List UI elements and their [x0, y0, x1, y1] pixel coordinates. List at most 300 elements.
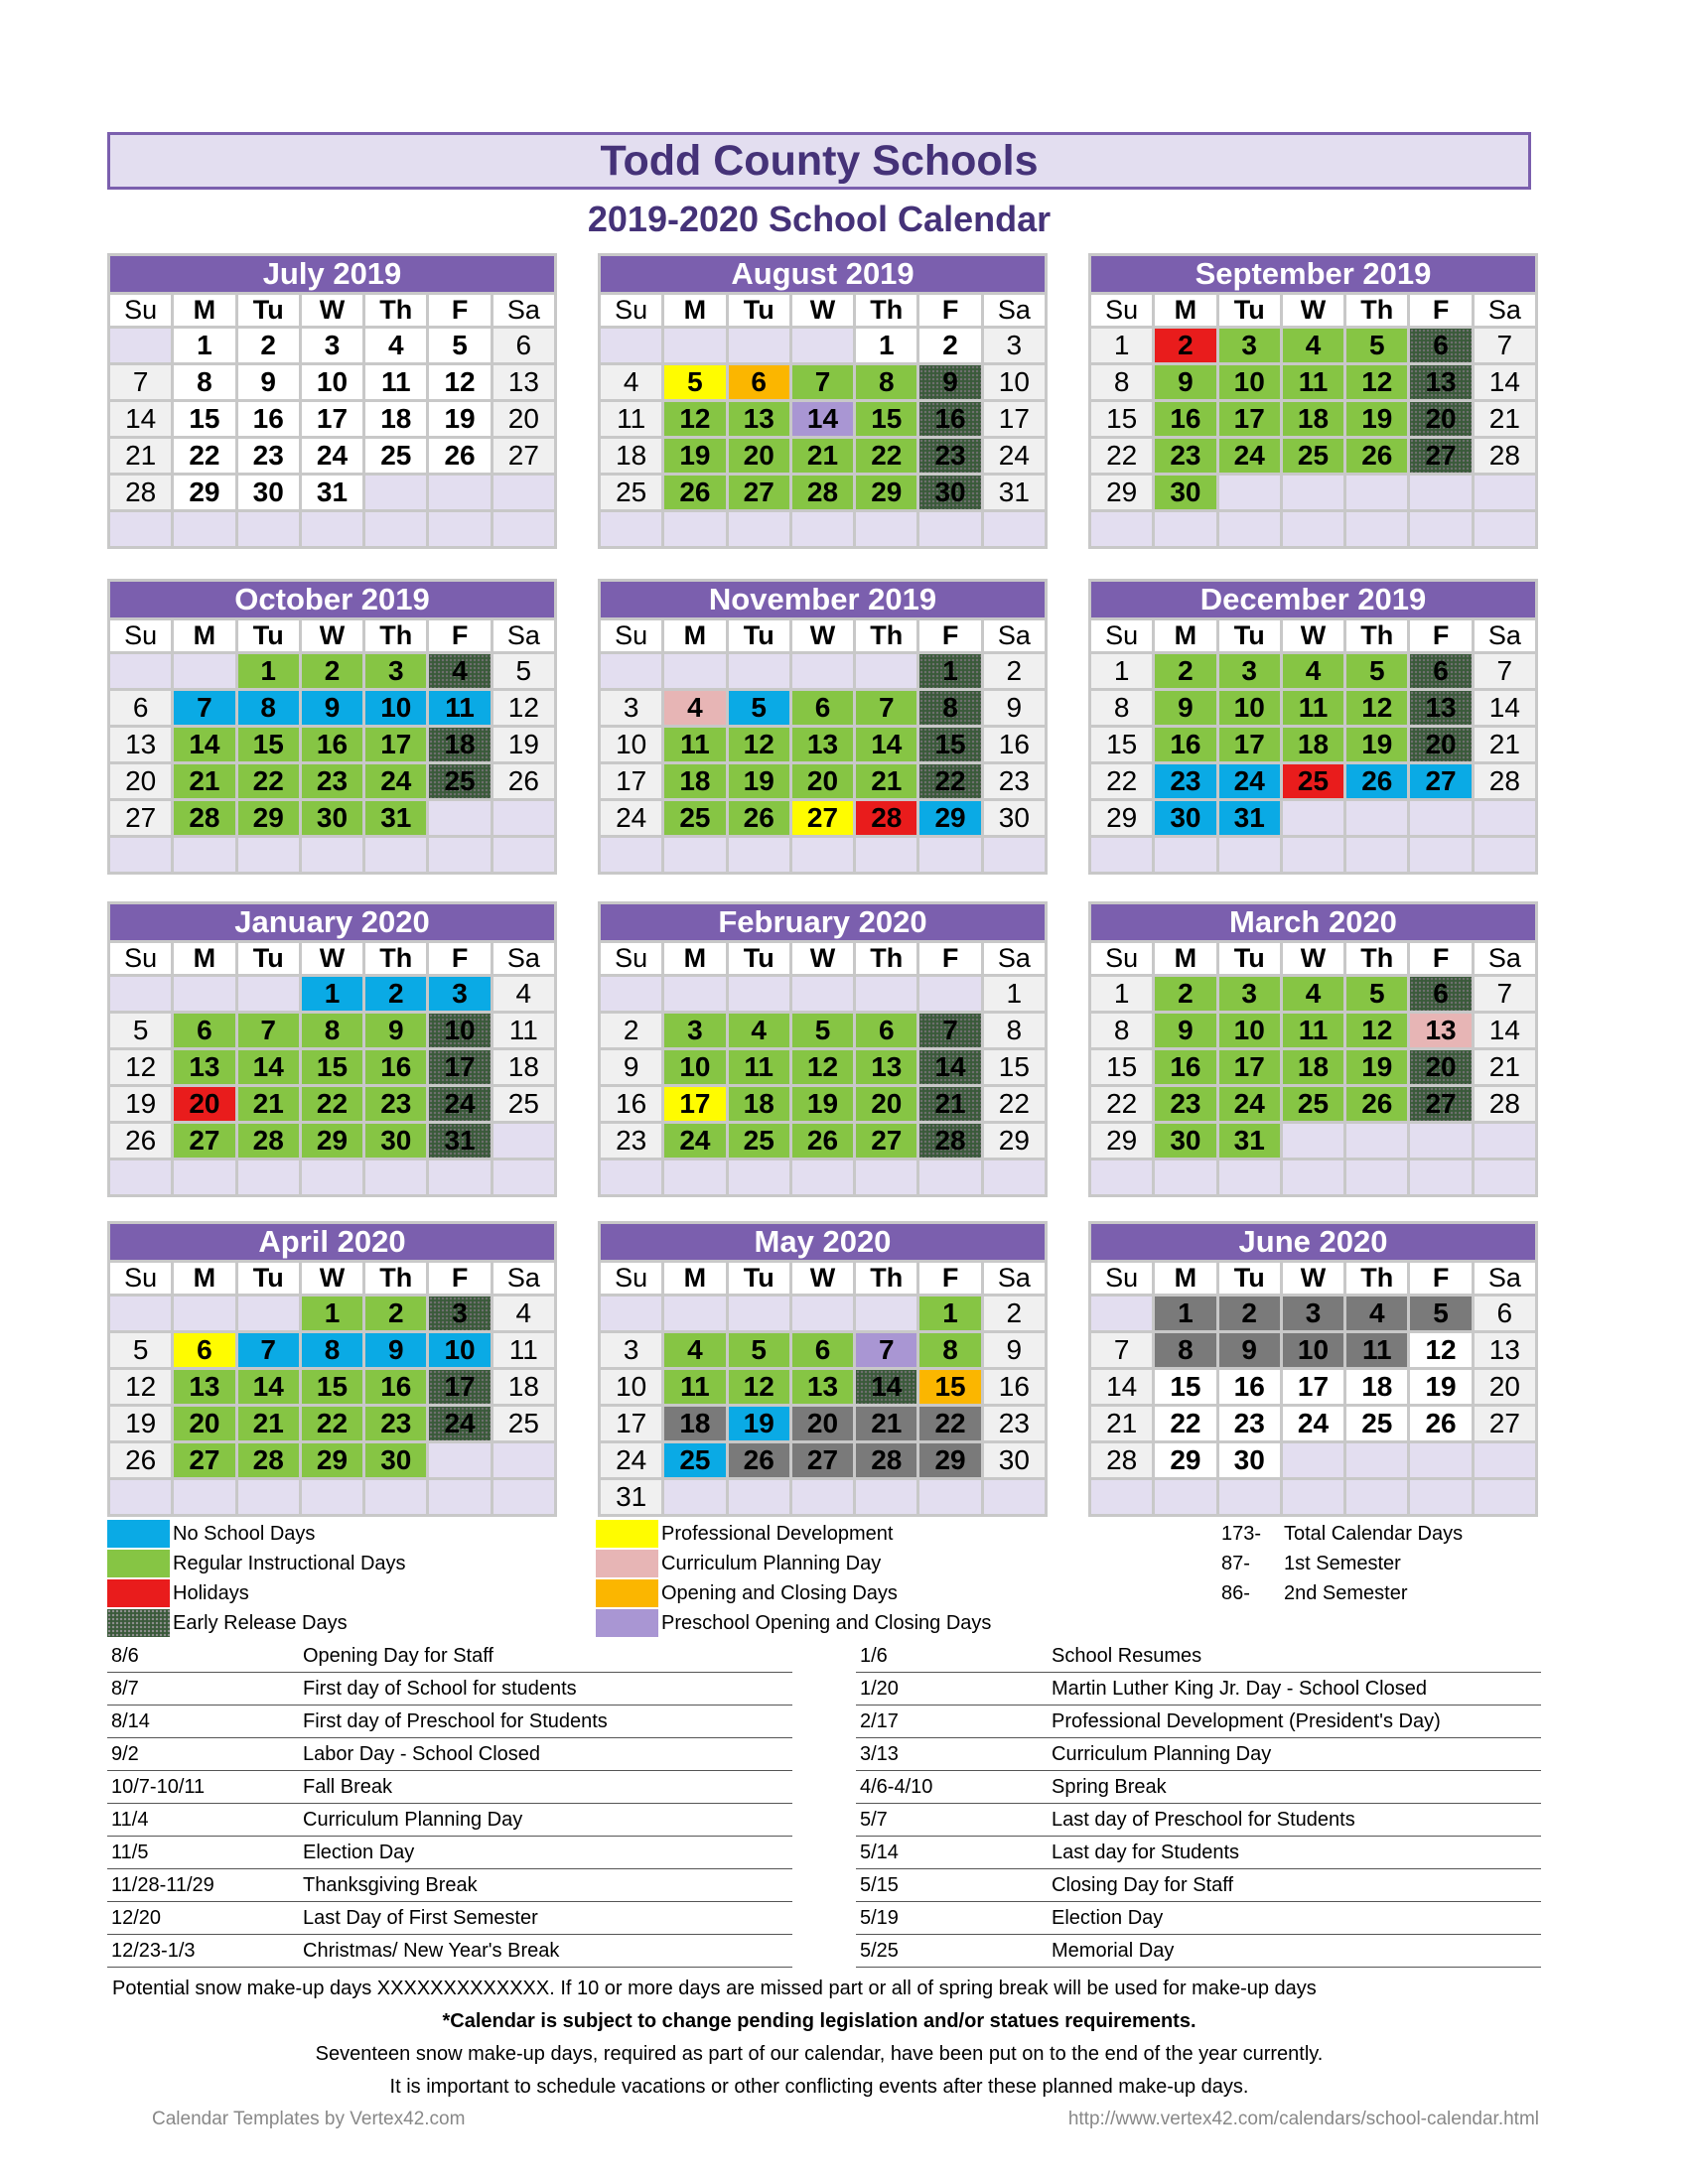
empty-day-cell	[664, 1297, 725, 1330]
empty-day-cell	[1219, 838, 1280, 872]
calendar-day: 2	[365, 977, 426, 1011]
calendar-day: 13	[792, 728, 853, 761]
empty-day-cell	[1155, 1160, 1215, 1194]
calendar-day: 23	[302, 764, 362, 798]
weekday-header: W	[302, 1263, 362, 1294]
calendar-day: 22	[1091, 764, 1152, 798]
empty-day-cell	[174, 1480, 234, 1514]
weekday-header: Th	[1346, 943, 1407, 974]
weekday-header: Tu	[1219, 620, 1280, 651]
calendar-day: 7	[919, 1014, 980, 1047]
event-description: Opening Day for Staff	[303, 1644, 493, 1667]
calendar-day: 4	[601, 365, 661, 399]
month-days-grid	[1091, 1260, 1535, 1514]
month-title: April 2020	[110, 1224, 554, 1260]
month-title: July 2019	[110, 256, 554, 292]
calendar-day: 2	[919, 329, 980, 362]
calendar-day: 12	[729, 728, 789, 761]
empty-day-cell	[174, 512, 234, 546]
calendar-day: 8	[302, 1014, 362, 1047]
calendar-day: 14	[238, 1370, 299, 1404]
weekday-header: Tu	[729, 1263, 789, 1294]
calendar-day: 25	[1346, 1407, 1407, 1440]
calendar-day: 4	[365, 329, 426, 362]
empty-day-cell	[729, 654, 789, 688]
calendar-day: 16	[984, 1370, 1045, 1404]
calendar-day: 14	[792, 402, 853, 436]
calendar-day: 9	[1155, 365, 1215, 399]
weekday-header: Sa	[984, 1263, 1045, 1294]
empty-day-cell	[729, 838, 789, 872]
weekday-header: F	[1410, 620, 1471, 651]
weekday-header: Su	[110, 295, 171, 326]
weekday-header: Th	[1346, 295, 1407, 326]
weekday-header: Sa	[1475, 943, 1535, 974]
empty-day-cell	[856, 977, 916, 1011]
month-days-grid	[110, 940, 554, 1194]
calendar-day: 12	[110, 1370, 171, 1404]
calendar-day: 21	[919, 1087, 980, 1121]
calendar-day: 1	[302, 977, 362, 1011]
calendar-day: 22	[302, 1087, 362, 1121]
empty-day-cell	[792, 654, 853, 688]
calendar-day: 3	[1219, 329, 1280, 362]
calendar-day: 25	[664, 1443, 725, 1477]
calendar-day: 26	[1346, 1087, 1407, 1121]
empty-day-cell	[1283, 1160, 1343, 1194]
empty-day-cell	[729, 512, 789, 546]
calendar-day: 17	[664, 1087, 725, 1121]
calendar-day: 22	[984, 1087, 1045, 1121]
calendar-day: 25	[365, 439, 426, 473]
weekday-header: W	[792, 943, 853, 974]
weekday-header: F	[429, 295, 490, 326]
calendar-day: 12	[1346, 365, 1407, 399]
weekday-header: M	[1155, 943, 1215, 974]
empty-day-cell	[919, 1480, 980, 1514]
calendar-day: 28	[1475, 764, 1535, 798]
calendar-day: 8	[919, 691, 980, 725]
empty-day-cell	[302, 1160, 362, 1194]
month-calendar	[598, 253, 1048, 549]
calendar-day: 26	[429, 439, 490, 473]
weekday-header: Sa	[493, 943, 554, 974]
calendar-day: 14	[1475, 1014, 1535, 1047]
calendar-day: 24	[1283, 1407, 1343, 1440]
calendar-day: 23	[1155, 1087, 1215, 1121]
empty-day-cell	[1475, 476, 1535, 509]
calendar-day: 25	[429, 764, 490, 798]
calendar-day: 25	[601, 476, 661, 509]
calendar-day: 12	[792, 1050, 853, 1084]
calendar-day: 18	[493, 1050, 554, 1084]
calendar-day: 10	[664, 1050, 725, 1084]
calendar-day: 27	[493, 439, 554, 473]
calendar-day: 24	[1219, 439, 1280, 473]
calendar-day: 24	[429, 1407, 490, 1440]
event-description: Spring Break	[1052, 1775, 1167, 1798]
legend-swatch	[596, 1579, 658, 1607]
empty-day-cell	[919, 512, 980, 546]
empty-day-cell	[174, 977, 234, 1011]
calendar-day: 16	[1155, 1050, 1215, 1084]
event-date: 1/6	[860, 1644, 888, 1667]
calendar-day: 17	[1219, 402, 1280, 436]
calendar-day: 7	[856, 691, 916, 725]
weekday-header: M	[174, 1263, 234, 1294]
empty-day-cell	[238, 1160, 299, 1194]
empty-day-cell	[1410, 1160, 1471, 1194]
empty-day-cell	[1410, 476, 1471, 509]
month-title: August 2019	[601, 256, 1045, 292]
empty-day-cell	[1283, 512, 1343, 546]
empty-day-cell	[174, 1160, 234, 1194]
calendar-day: 7	[1475, 329, 1535, 362]
calendar-day: 11	[601, 402, 661, 436]
calendar-day: 27	[1475, 1407, 1535, 1440]
empty-day-cell	[664, 1160, 725, 1194]
empty-day-cell	[238, 977, 299, 1011]
weekday-header: Sa	[1475, 1263, 1535, 1294]
weekday-header: W	[792, 1263, 853, 1294]
empty-day-cell	[1475, 1443, 1535, 1477]
calendar-day: 26	[493, 764, 554, 798]
calendar-day: 26	[664, 476, 725, 509]
calendar-day: 22	[919, 1407, 980, 1440]
calendar-day: 22	[1091, 1087, 1152, 1121]
calendar-day: 16	[1219, 1370, 1280, 1404]
calendar-day: 9	[302, 691, 362, 725]
calendar-day: 1	[302, 1297, 362, 1330]
calendar-day: 5	[792, 1014, 853, 1047]
calendar-day: 3	[1219, 654, 1280, 688]
calendar-day: 13	[1410, 365, 1471, 399]
calendar-day: 20	[1410, 728, 1471, 761]
calendar-day: 11	[729, 1050, 789, 1084]
event-description: Curriculum Planning Day	[1052, 1742, 1272, 1765]
empty-day-cell	[493, 476, 554, 509]
empty-day-cell	[792, 1480, 853, 1514]
month-days-grid	[1091, 940, 1535, 1194]
calendar-day: 28	[1091, 1443, 1152, 1477]
weekday-header: W	[1283, 295, 1343, 326]
empty-day-cell	[729, 1480, 789, 1514]
calendar-day: 4	[493, 1297, 554, 1330]
calendar-day: 15	[238, 728, 299, 761]
month-days-grid	[110, 1260, 554, 1514]
calendar-day: 19	[792, 1087, 853, 1121]
calendar-day: 15	[984, 1050, 1045, 1084]
weekday-header: Su	[1091, 943, 1152, 974]
event-row	[856, 1804, 1541, 1837]
calendar-day: 19	[1410, 1370, 1471, 1404]
legend-swatch	[596, 1550, 658, 1577]
weekday-header: Th	[365, 620, 426, 651]
calendar-day: 4	[1283, 329, 1343, 362]
calendar-day: 5	[429, 329, 490, 362]
calendar-day: 8	[174, 365, 234, 399]
calendar-day: 31	[429, 1124, 490, 1158]
empty-day-cell	[601, 329, 661, 362]
month-days-grid	[601, 292, 1045, 546]
empty-day-cell	[729, 1297, 789, 1330]
empty-day-cell	[429, 1160, 490, 1194]
total-label: 2nd Semester	[1284, 1581, 1408, 1604]
empty-day-cell	[493, 1124, 554, 1158]
total-count: 173-	[1221, 1522, 1262, 1545]
calendar-day: 13	[493, 365, 554, 399]
month-days-grid	[110, 617, 554, 872]
calendar-day: 19	[429, 402, 490, 436]
calendar-day: 20	[729, 439, 789, 473]
calendar-day: 30	[1155, 1124, 1215, 1158]
calendar-day: 6	[1475, 1297, 1535, 1330]
calendar-day: 14	[856, 728, 916, 761]
calendar-day: 18	[664, 764, 725, 798]
empty-day-cell	[1219, 476, 1280, 509]
calendar-day: 17	[984, 402, 1045, 436]
calendar-day: 4	[493, 977, 554, 1011]
weekday-header: Su	[110, 943, 171, 974]
calendar-day: 6	[792, 691, 853, 725]
calendar-day: 31	[302, 476, 362, 509]
calendar-day: 20	[792, 764, 853, 798]
calendar-day: 21	[174, 764, 234, 798]
calendar-day: 18	[1283, 728, 1343, 761]
calendar-day: 15	[856, 402, 916, 436]
calendar-day: 11	[365, 365, 426, 399]
weekday-header: Tu	[729, 295, 789, 326]
empty-day-cell	[664, 512, 725, 546]
calendar-day: 12	[1346, 691, 1407, 725]
empty-day-cell	[174, 1297, 234, 1330]
empty-day-cell	[174, 654, 234, 688]
calendar-day: 5	[110, 1333, 171, 1367]
empty-day-cell	[365, 1480, 426, 1514]
weekday-header: F	[919, 1263, 980, 1294]
empty-day-cell	[601, 654, 661, 688]
calendar-day: 29	[919, 1443, 980, 1477]
month-calendar	[107, 579, 557, 875]
legend-label: No School Days	[173, 1522, 316, 1545]
event-date: 5/14	[860, 1841, 899, 1863]
calendar-day: 4	[664, 691, 725, 725]
empty-day-cell	[1410, 1124, 1471, 1158]
empty-day-cell	[110, 1160, 171, 1194]
calendar-day: 13	[856, 1050, 916, 1084]
event-row	[107, 1869, 792, 1902]
weekday-header: Th	[365, 295, 426, 326]
calendar-day: 17	[1219, 1050, 1280, 1084]
empty-day-cell	[601, 838, 661, 872]
event-date: 5/7	[860, 1808, 888, 1831]
empty-day-cell	[302, 1480, 362, 1514]
calendar-day: 20	[792, 1407, 853, 1440]
calendar-day: 17	[365, 728, 426, 761]
calendar-day: 23	[365, 1407, 426, 1440]
calendar-day: 21	[1475, 728, 1535, 761]
empty-day-cell	[1346, 476, 1407, 509]
legend-item	[107, 1519, 406, 1549]
calendar-day: 10	[601, 1370, 661, 1404]
month-title: December 2019	[1091, 582, 1535, 617]
weekday-header: W	[1283, 943, 1343, 974]
calendar-day: 31	[365, 801, 426, 835]
calendar-day: 15	[1091, 728, 1152, 761]
total-label: Total Calendar Days	[1284, 1522, 1464, 1545]
calendar-day: 15	[919, 728, 980, 761]
event-row	[107, 1673, 792, 1706]
calendar-day: 17	[429, 1050, 490, 1084]
weekday-header: Tu	[729, 943, 789, 974]
calendar-day: 2	[365, 1297, 426, 1330]
month-days-grid	[1091, 292, 1535, 546]
month-title: March 2020	[1091, 904, 1535, 940]
weekday-header: Tu	[238, 1263, 299, 1294]
month-title: May 2020	[601, 1224, 1045, 1260]
calendar-day: 8	[1091, 365, 1152, 399]
month-days-grid	[110, 292, 554, 546]
event-description: Election Day	[303, 1841, 415, 1863]
month-calendar	[1088, 579, 1538, 875]
empty-day-cell	[729, 977, 789, 1011]
empty-day-cell	[493, 838, 554, 872]
legend-label: Professional Development	[661, 1522, 894, 1545]
weekday-header: M	[1155, 1263, 1215, 1294]
calendar-day: 17	[601, 764, 661, 798]
empty-day-cell	[1219, 1480, 1280, 1514]
empty-day-cell	[1346, 1160, 1407, 1194]
empty-day-cell	[1091, 838, 1152, 872]
calendar-day: 7	[238, 1333, 299, 1367]
empty-day-cell	[493, 1480, 554, 1514]
calendar-day: 14	[919, 1050, 980, 1084]
calendar-day: 12	[1346, 1014, 1407, 1047]
calendar-day: 9	[919, 365, 980, 399]
calendar-day: 17	[1219, 728, 1280, 761]
calendar-day: 29	[984, 1124, 1045, 1158]
calendar-day: 7	[856, 1333, 916, 1367]
empty-day-cell	[919, 1160, 980, 1194]
empty-day-cell	[429, 1443, 490, 1477]
calendar-day: 13	[792, 1370, 853, 1404]
calendar-day: 5	[1410, 1297, 1471, 1330]
calendar-day: 20	[174, 1087, 234, 1121]
calendar-day: 9	[1155, 691, 1215, 725]
calendar-day: 6	[729, 365, 789, 399]
weekday-header: M	[174, 620, 234, 651]
calendar-day: 22	[1091, 439, 1152, 473]
page-subtitle: 2019-2020 School Calendar	[587, 199, 1052, 239]
weekday-header: Th	[365, 943, 426, 974]
event-date: 8/14	[111, 1709, 150, 1732]
event-description: School Resumes	[1052, 1644, 1202, 1667]
calendar-day: 25	[664, 801, 725, 835]
calendar-day: 29	[856, 476, 916, 509]
event-row	[856, 1706, 1541, 1738]
vacation-note: It is important to schedule vacations or other conflicting events after these planned make-up days.	[389, 2076, 1249, 2098]
calendar-day: 8	[984, 1014, 1045, 1047]
calendar-day: 8	[1091, 691, 1152, 725]
calendar-day: 28	[792, 476, 853, 509]
credit-url[interactable]: http://www.vertex42.com/calendars/school-calendar.html	[1067, 2109, 1539, 2129]
calendar-day: 9	[1219, 1333, 1280, 1367]
month-days-grid	[1091, 617, 1535, 872]
calendar-day: 27	[1410, 1087, 1471, 1121]
calendar-day: 23	[1155, 764, 1215, 798]
empty-day-cell	[664, 654, 725, 688]
empty-day-cell	[1346, 512, 1407, 546]
calendar-day: 12	[1410, 1333, 1471, 1367]
calendar-day: 13	[174, 1050, 234, 1084]
calendar-day: 27	[856, 1124, 916, 1158]
events-left	[107, 1640, 792, 1968]
calendar-day: 16	[1155, 402, 1215, 436]
calendar-day: 1	[174, 329, 234, 362]
calendar-day: 20	[1410, 402, 1471, 436]
calendar-day: 2	[1155, 977, 1215, 1011]
event-date: 11/28-11/29	[111, 1873, 214, 1896]
event-row	[107, 1771, 792, 1804]
total-row	[1221, 1519, 1463, 1549]
calendar-day: 3	[664, 1014, 725, 1047]
calendar-day: 6	[1410, 329, 1471, 362]
calendar-day: 14	[238, 1050, 299, 1084]
calendar-day: 6	[110, 691, 171, 725]
calendar-day: 1	[856, 329, 916, 362]
calendar-day: 12	[429, 365, 490, 399]
event-description: Professional Development (President's Day)	[1052, 1709, 1441, 1732]
calendar-day: 14	[110, 402, 171, 436]
weekday-header: F	[429, 1263, 490, 1294]
calendar-day: 21	[110, 439, 171, 473]
empty-day-cell	[792, 1297, 853, 1330]
calendar-day: 27	[729, 476, 789, 509]
calendar-day: 26	[110, 1443, 171, 1477]
event-date: 3/13	[860, 1742, 899, 1765]
calendar-day: 15	[919, 1370, 980, 1404]
weekday-header: Sa	[493, 295, 554, 326]
empty-day-cell	[601, 512, 661, 546]
calendar-day: 7	[1091, 1333, 1152, 1367]
calendar-day: 21	[856, 1407, 916, 1440]
calendar-day: 19	[664, 439, 725, 473]
empty-day-cell	[856, 1160, 916, 1194]
calendar-day: 26	[1346, 439, 1407, 473]
empty-day-cell	[919, 838, 980, 872]
empty-day-cell	[919, 977, 980, 1011]
calendar-day: 29	[1155, 1443, 1215, 1477]
calendar-day: 11	[1283, 1014, 1343, 1047]
empty-day-cell	[1475, 1480, 1535, 1514]
empty-day-cell	[302, 838, 362, 872]
calendar-day: 30	[984, 1443, 1045, 1477]
empty-day-cell	[664, 977, 725, 1011]
empty-day-cell	[1346, 801, 1407, 835]
empty-day-cell	[1475, 1160, 1535, 1194]
event-row	[856, 1935, 1541, 1968]
calendar-day: 30	[365, 1443, 426, 1477]
calendar-day: 11	[664, 728, 725, 761]
legend-label: Curriculum Planning Day	[661, 1552, 882, 1574]
calendar-day: 29	[919, 801, 980, 835]
calendar-day: 25	[729, 1124, 789, 1158]
calendar-day: 28	[238, 1443, 299, 1477]
events-right	[856, 1640, 1541, 1968]
empty-day-cell	[792, 838, 853, 872]
legend-middle	[596, 1519, 991, 1638]
month-calendar	[1088, 253, 1538, 549]
